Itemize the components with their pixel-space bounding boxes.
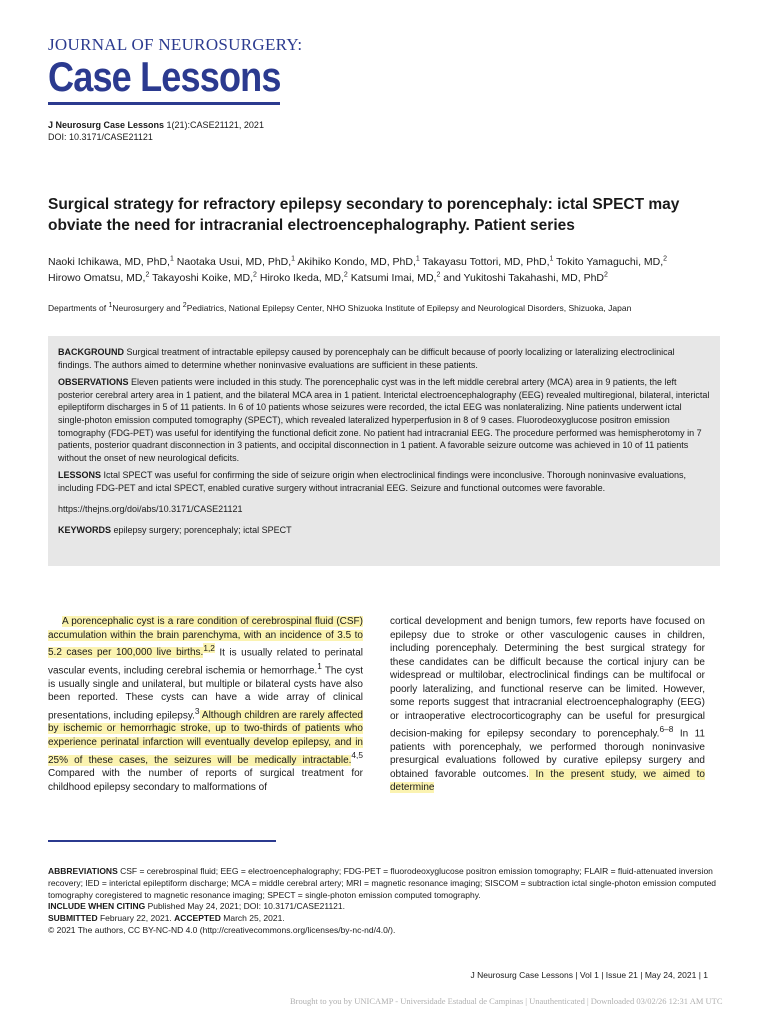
abstract-label: OBSERVATIONS [58,377,129,388]
article-title: Surgical strategy for refractory epilepsy secondary to porencephaly: ictal SPECT may obviate the need for intracranial electroencephalography. Patient series [48,196,680,234]
intro-column-right [390,615,705,795]
author: Hiroko Ikeda, MD, [256,272,344,284]
highlighted-text: In the present study, we aimed to determine [390,768,705,794]
abstract-observations [58,376,710,464]
footnote-text: CSF = cerebrospinal fluid; EEG = electroencephalography; FDG-PET = fluorodeoxyglucose positron emission tomography; FLAIR = fluid-attenuated inversion recovery; IED = interictal epileptiform discharge; MCA = middle cerebral artery; MRI = magnetic resonance imaging; SISCOM = subtraction ictal single-photon emission computed tomography coregistered to magnetic resonance imaging; SPECT = single-photon emission computed tomography. [48,866,717,900]
doi: DOI: 10.3171/CASE21121 [48,132,153,142]
abstract-box [48,336,720,566]
affiliation-sup: 1 [108,302,113,310]
author-sup: 2 [604,271,608,279]
citation-sup: 6–8 [659,724,674,734]
abbreviations [48,866,720,901]
intro-column-left [48,615,363,794]
author: Naotaka Usui, MD, PhD, [173,256,292,268]
affiliation [48,302,728,314]
author-sup: 1 [291,255,296,263]
authors-line-1 [48,254,728,270]
abstract-label: BACKGROUND [58,347,124,357]
authors-line-2 [48,270,728,286]
author-list [48,254,728,286]
author: Takayoshi Koike, MD, [149,272,254,284]
running-footer: J Neurosurg Case Lessons | Vol 1 | Issue 21 | May 24, 2021 | 1 [470,970,708,980]
keywords-label: KEYWORDS [58,525,112,536]
author-sup: 2 [343,271,348,279]
affiliation-text: Neurosurgery and [112,303,183,313]
author: Naoki Ichikawa, MD, PhD, [48,256,170,268]
abstract-text: Surgical treatment of intractable epilepsy caused by porencephaly can be difficult because of poorly localizing or lateralizing electroclinical findings. The authors aimed to determine whether noninvasive evaluations are sufficient in these patients. [58,347,675,370]
masthead-rule [48,102,280,105]
author-sup: 1 [549,255,554,263]
affiliation-text: Departments of [48,303,109,313]
journal-name-main: Case Lessons [48,53,281,100]
abstract-background [58,346,710,371]
copyright: © 2021 The authors, CC BY-NC-ND 4.0 (http://creativecommons.org/licenses/by-nc-nd/4.0/). [48,924,396,935]
citation-block [48,119,264,143]
body-text: Compared with the number of reports of surgical treatment for childhood epilepsy secondary to malformations of [48,768,363,793]
citation-sup: 3 [194,705,200,716]
author: and Yukitoshi Takahashi, MD, PhD [440,272,605,284]
author-sup: 2 [145,271,150,279]
footnotes [48,866,720,937]
article-link[interactable]: https://thejns.org/doi/abs/10.3171/CASE21121 [58,503,243,514]
volume-info: 1(21):CASE21121, 2021 [164,120,264,130]
footnote-label: SUBMITTED [48,913,98,924]
keywords-text: epilepsy surgery; porencephaly; ictal SPECT [111,525,292,536]
abstract-text: Eleven patients were included in this study. The porencephalic cyst was in the left middle cerebral artery (MCA) area in 9 patients, the left posterior cerebral artery area in 1 patient, and the bilateral MCA area in 1 patient. Interictal electroencephalography (EEG) revealed multiregional, bilateral, interictal epileptiform discharges in 5 of 11 patients. In 6 of 10 patients whose seizures were recorded, the ictal EEG was nonlateralizing. Nine patients underwent ictal single-photon emission computed tomography (SPECT), which revealed lateralized hyperperfusion in 8 of 9 cases. Fluorodeoxyglucose positron emission tomography (FDG-PET) was useful for identifying the functional deficit zone. No patient had intracranial EEG. The procedure performed was hemispherotomy in 7 patients, posterior quadrant disconnection in 3 patients, and occipital disconnection in 1 patient. A favorable seizure outcome was achieved in 10 of 11 patients without the onset of new neurological deficits. [58,377,710,463]
citation-sup: 4,5 [351,750,363,761]
author-sup: 1 [415,255,420,263]
affiliation-text: Pediatrics, National Epilepsy Center, NHO Shizuoka Institute of Epilepsy and Neurological Disorders, Shizuoka, Japan [186,303,632,313]
author: Katsumi Imai, MD, [347,272,437,284]
highlighted-text: A porencephalic cyst is a rare condition of cerebrospinal fluid (CSF) accumulation within the brain parenchyma, with an incidence of 3.5 to 5.2 cases per 100,000 live births. [48,616,363,659]
journal-name-top: JOURNAL OF NEUROSURGERY: [48,35,303,54]
submission-dates [48,913,720,925]
footnote-text: March 25, 2021. [220,913,285,924]
author-sup: 2 [253,271,257,279]
author: Hirowo Omatsu, MD, [48,272,146,284]
footnote-text: February 22, 2021. [97,913,175,924]
download-note: Brought to you by UNICAMP - Universidade Estadual de Campinas | Unauthenticated | Downloaded 03/02/26 12:31 AM UTC [290,996,723,1006]
author: Tokito Yamaguchi, MD, [553,256,664,268]
body-text: cortical development and benign tumors, few reports have focused on epilepsy due to stroke or other vasculogenic causes in children, including porencephaly. Determining the best surgical strategy for these candidates can be difficult because the cortical injury can be widespread or multilobar, electroclinical findings can be multifocal or poorly lateralizing, and functional reserve can be limited. However, some reports suggest that intracranial electroencephalography (EEG) or intraoperative electrocorticography can be useful for presurgical decision-making for epilepsy secondary to porencephaly. [390,616,705,740]
affiliation-sup: 2 [182,302,187,310]
author-sup: 2 [663,255,668,263]
abstract-label: LESSONS [58,470,102,481]
journal-masthead [48,36,318,105]
author-sup: 2 [436,271,441,279]
journal-abbrev: J Neurosurg Case Lessons [48,120,165,130]
author: Takayasu Tottori, MD, PhD, [419,256,550,268]
body-text: The cyst is usually single and unilateral, but multiple or bilateral cysts have also been reported. These cysts can have a wide array of clinical presentations, including epilepsy. [48,665,364,721]
abstract-keywords [58,524,710,537]
footnote-text: Published May 24, 2021; DOI: 10.3171/CASE21121. [145,901,346,912]
body-text: In 11 patients with porencephaly, we performed thorough noninvasive presurgical evaluations followed by curative epilepsy surgery and obtained favorable outcomes. [390,728,705,780]
abstract-text: Ictal SPECT was useful for confirming the side of seizure origin when electroclinical findings were inconclusive. Thorough noninvasive evaluations, including FDG-PET and ictal SPECT, enabled curative surgery without intracranial EEG. Seizure and functional outcomes were favorable. [58,470,686,493]
footnote-label: ABBREVIATIONS [48,866,118,876]
footnote-label: INCLUDE WHEN CITING [48,901,146,912]
body-text: It is usually related to perinatal vascular events, including cerebral ischemia or hemorrhage. [48,647,363,677]
highlighted-text: Although children are rarely affected by ischemic or hemorrhagic stroke, up to two-thirds of patients who experience perinatal infarction will eventually develop epilepsy, and in 25% of these cases, the seizures will be medically intractable. [48,709,363,766]
footnote-label: ACCEPTED [174,913,221,924]
footnote-rule [48,840,276,842]
citation-sup: 1,2 [203,643,215,653]
citation-sup: 1 [317,660,322,671]
author-sup: 1 [169,255,174,263]
include-when-citing [48,901,720,913]
abstract-lessons [58,469,710,494]
author: Akihiko Kondo, MD, PhD, [295,256,416,268]
